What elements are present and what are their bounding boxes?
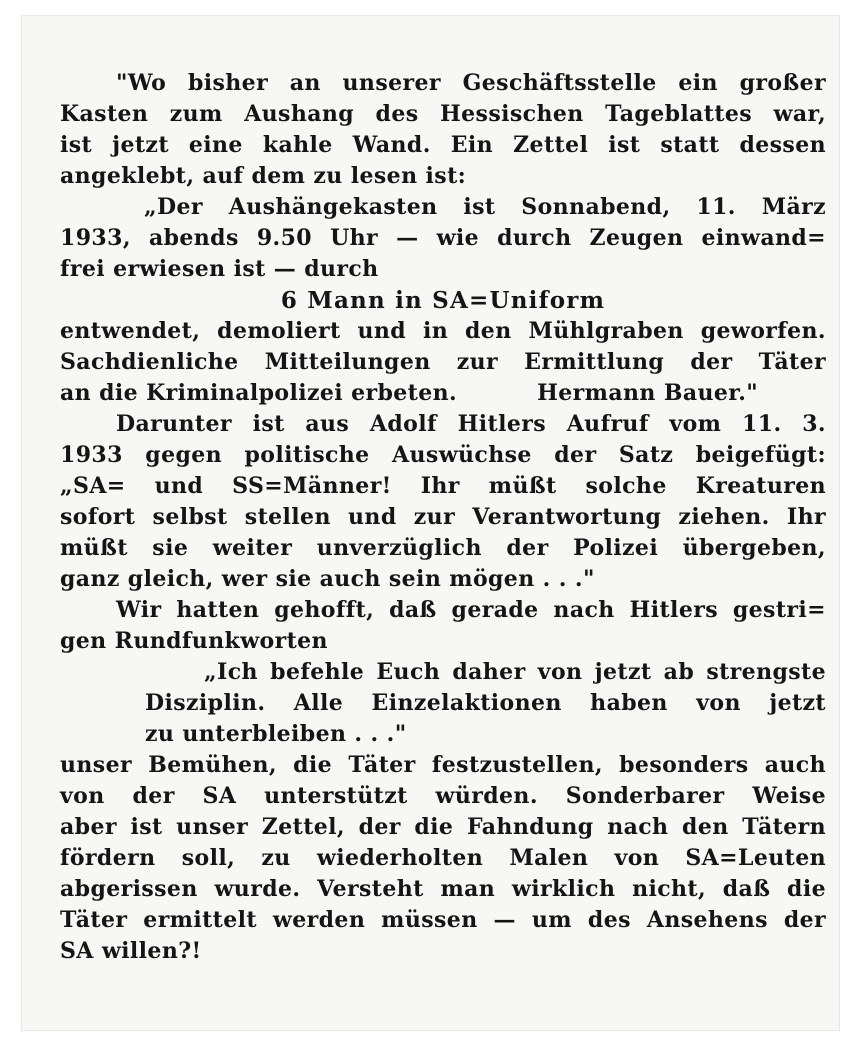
text-line	[60, 378, 826, 409]
text-line	[60, 564, 826, 595]
text-line	[60, 130, 826, 161]
text-line	[60, 223, 826, 254]
article-text	[60, 68, 826, 967]
text-line-content: von der SA unterstützt würden. Sonderbarer Weise	[60, 783, 826, 809]
document-scan	[22, 16, 839, 1030]
text-line-content: angeklebt, auf dem zu lesen ist:	[60, 163, 467, 189]
text-line-content: 1933 gegen politische Auswüchse der Satz beigefügt:	[60, 442, 826, 468]
text-line-content: sofort selbst stellen und zur Verantwortung ziehen. Ihr	[60, 504, 826, 530]
text-line	[60, 626, 826, 657]
text-line-content: entwendet, demoliert und in den Mühlgraben geworfen.	[60, 318, 826, 344]
text-line	[60, 874, 826, 905]
text-line-content: fördern soll, zu wiederholten Malen von SA=Leuten	[60, 845, 826, 871]
text-line-content: „SA= und SS=Männer! Ihr müßt solche Kreaturen	[60, 473, 826, 499]
text-line-content: an die Kriminalpolizei erbeten.	[60, 380, 458, 406]
text-line	[60, 502, 826, 533]
text-line	[60, 657, 826, 688]
text-line-content: zu unterbleiben . . ."	[145, 721, 407, 747]
text-line	[60, 688, 826, 719]
text-line	[60, 440, 826, 471]
text-line	[60, 781, 826, 812]
text-line-content: müßt sie weiter unverzüglich der Polizei übergeben,	[60, 535, 826, 561]
text-line	[60, 471, 826, 502]
text-line	[60, 254, 826, 285]
text-line-content: Sachdienliche Mitteilungen zur Ermittlung der Täter	[60, 349, 826, 375]
text-line	[60, 595, 826, 626]
text-line	[60, 719, 826, 750]
text-line	[60, 936, 826, 967]
text-line-content: 1933, abends 9.50 Uhr — wie durch Zeugen einwand=	[60, 225, 826, 251]
text-line-content: SA willen?!	[60, 938, 202, 964]
text-line	[60, 905, 826, 936]
text-line	[60, 347, 826, 378]
text-line-content: „Ich befehle Euch daher von jetzt ab strengste	[204, 659, 826, 685]
text-line-content: aber ist unser Zettel, der die Fahndung nach den Tätern	[60, 814, 826, 840]
text-line-content: frei erwiesen ist — durch	[60, 256, 379, 282]
text-line-content: Täter ermittelt werden müssen — um des Ansehens der	[60, 907, 826, 933]
text-line-content: abgerissen wurde. Versteht man wirklich nicht, daß die	[60, 876, 826, 902]
text-line-content: „Der Aushängekasten ist Sonnabend, 11. März	[144, 194, 826, 220]
text-line	[60, 843, 826, 874]
text-line	[60, 285, 826, 316]
text-line	[60, 192, 826, 223]
text-line	[60, 68, 826, 99]
text-line-content: gen Rundfunkworten	[60, 628, 328, 654]
text-line	[60, 533, 826, 564]
signature-text: Hermann Bauer."	[537, 380, 759, 406]
text-line-content: ganz gleich, wer sie auch sein mögen . . ."	[60, 566, 595, 592]
text-line-content: Disziplin. Alle Einzelaktionen haben von jetzt	[145, 690, 826, 716]
text-line-content: Kasten zum Aushang des Hessischen Tageblattes war,	[60, 101, 826, 127]
text-line	[60, 316, 826, 347]
text-line-content: "Wo bisher an unserer Geschäftsstelle ein großer	[116, 70, 826, 96]
text-line-content: Darunter ist aus Adolf Hitlers Aufruf vom 11. 3.	[116, 411, 826, 437]
text-line-content: Wir hatten gehofft, daß gerade nach Hitlers gestri=	[116, 597, 826, 623]
text-line-content: ist jetzt eine kahle Wand. Ein Zettel ist statt dessen	[60, 132, 826, 158]
text-line-content: unser Bemühen, die Täter festzustellen, besonders auch	[60, 752, 826, 778]
text-line	[60, 161, 826, 192]
text-line	[60, 99, 826, 130]
text-line	[60, 812, 826, 843]
text-line-content: 6 Mann in SA=Uniform	[280, 287, 606, 314]
text-line	[60, 409, 826, 440]
text-line	[60, 750, 826, 781]
